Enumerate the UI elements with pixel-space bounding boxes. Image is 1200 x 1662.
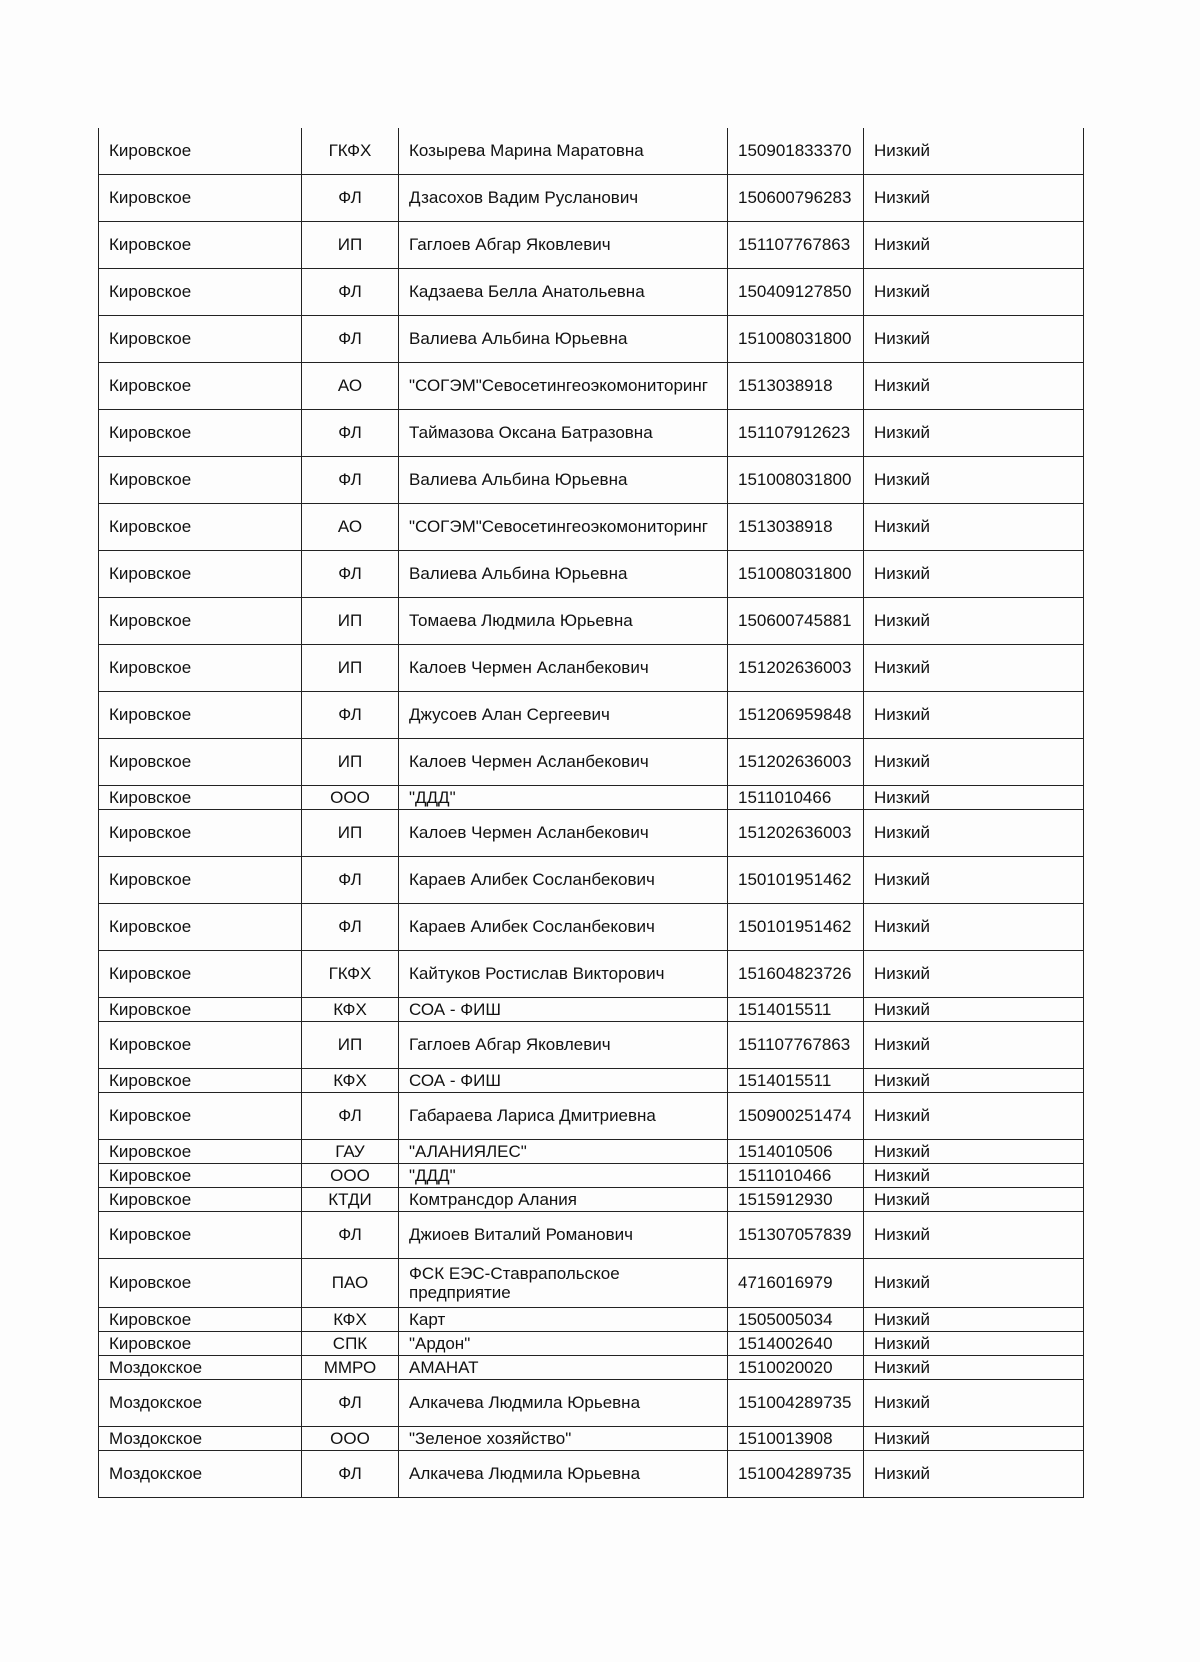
table-row bbox=[99, 951, 1084, 998]
entity-type-cell: ФЛ bbox=[302, 1451, 399, 1498]
district-cell: Кировское bbox=[99, 1259, 302, 1308]
district-cell: Кировское bbox=[99, 175, 302, 222]
entity-type-cell: ООО bbox=[302, 1164, 399, 1188]
risk-level-cell: Низкий bbox=[864, 1093, 1084, 1140]
entity-name-cell: Караев Алибек Сосланбекович bbox=[399, 904, 728, 951]
inn-cell: 1513038918 bbox=[728, 504, 864, 551]
district-cell: Кировское bbox=[99, 222, 302, 269]
entity-type-cell: ИП bbox=[302, 598, 399, 645]
table-row bbox=[99, 410, 1084, 457]
inn-cell: 151004289735 bbox=[728, 1380, 864, 1427]
entity-name-cell: Калоев Чермен Асланбекович bbox=[399, 810, 728, 857]
risk-level-cell: Низкий bbox=[864, 786, 1084, 810]
district-cell: Кировское bbox=[99, 904, 302, 951]
inn-cell: 4716016979 bbox=[728, 1259, 864, 1308]
table-row bbox=[99, 269, 1084, 316]
entity-type-cell: ГКФХ bbox=[302, 128, 399, 175]
risk-level-cell: Низкий bbox=[864, 269, 1084, 316]
entity-name-cell: СОА - ФИШ bbox=[399, 1069, 728, 1093]
inn-cell: 151202636003 bbox=[728, 810, 864, 857]
entity-type-cell: КТДИ bbox=[302, 1188, 399, 1212]
entity-type-cell: ФЛ bbox=[302, 1212, 399, 1259]
entity-name-cell: Карт bbox=[399, 1308, 728, 1332]
entity-type-cell: ФЛ bbox=[302, 316, 399, 363]
table-row bbox=[99, 1022, 1084, 1069]
entity-type-cell: ФЛ bbox=[302, 1093, 399, 1140]
district-cell: Кировское bbox=[99, 1212, 302, 1259]
district-cell: Кировское bbox=[99, 410, 302, 457]
entity-type-cell: ИП bbox=[302, 222, 399, 269]
risk-level-cell: Низкий bbox=[864, 1451, 1084, 1498]
district-cell: Кировское bbox=[99, 1164, 302, 1188]
table-row bbox=[99, 1380, 1084, 1427]
risk-level-cell: Низкий bbox=[864, 904, 1084, 951]
entity-type-cell: ГАУ bbox=[302, 1140, 399, 1164]
district-cell: Кировское bbox=[99, 128, 302, 175]
inn-cell: 1515912930 bbox=[728, 1188, 864, 1212]
risk-level-cell: Низкий bbox=[864, 316, 1084, 363]
risk-level-cell: Низкий bbox=[864, 1140, 1084, 1164]
entity-name-cell: Таймазова Оксана Батразовна bbox=[399, 410, 728, 457]
risk-level-cell: Низкий bbox=[864, 457, 1084, 504]
inn-cell: 151107912623 bbox=[728, 410, 864, 457]
risk-level-cell: Низкий bbox=[864, 1356, 1084, 1380]
risk-level-cell: Низкий bbox=[864, 410, 1084, 457]
district-cell: Кировское bbox=[99, 1332, 302, 1356]
table-row bbox=[99, 1164, 1084, 1188]
district-cell: Кировское bbox=[99, 551, 302, 598]
inn-cell: 150600745881 bbox=[728, 598, 864, 645]
inn-cell: 150600796283 bbox=[728, 175, 864, 222]
entity-name-cell: "СОГЭМ"Севосетингеоэкомониторинг bbox=[399, 363, 728, 410]
district-cell: Кировское bbox=[99, 786, 302, 810]
entity-type-cell: ФЛ bbox=[302, 1380, 399, 1427]
table-row bbox=[99, 904, 1084, 951]
entity-type-cell: ООО bbox=[302, 1427, 399, 1451]
inn-cell: 151202636003 bbox=[728, 739, 864, 786]
entity-name-cell: Алкачева Людмила Юрьевна bbox=[399, 1451, 728, 1498]
risk-level-cell: Низкий bbox=[864, 1332, 1084, 1356]
district-cell: Кировское bbox=[99, 1093, 302, 1140]
table-row bbox=[99, 1427, 1084, 1451]
table-row bbox=[99, 1188, 1084, 1212]
entity-name-cell: Козырева Марина Маратовна bbox=[399, 128, 728, 175]
district-cell: Моздокское bbox=[99, 1356, 302, 1380]
table-row bbox=[99, 128, 1084, 175]
table-row bbox=[99, 316, 1084, 363]
table-row bbox=[99, 810, 1084, 857]
table-row bbox=[99, 692, 1084, 739]
entity-name-cell: ФСК ЕЭС-Ставрапольское предприятие bbox=[399, 1259, 728, 1308]
risk-level-cell: Низкий bbox=[864, 551, 1084, 598]
district-cell: Кировское bbox=[99, 598, 302, 645]
table-row bbox=[99, 857, 1084, 904]
inn-cell: 151202636003 bbox=[728, 645, 864, 692]
entity-name-cell: Комтрансдор Алания bbox=[399, 1188, 728, 1212]
inn-cell: 150101951462 bbox=[728, 904, 864, 951]
entity-type-cell: КФХ bbox=[302, 1308, 399, 1332]
table-row bbox=[99, 645, 1084, 692]
table-row bbox=[99, 175, 1084, 222]
entity-name-cell: "ДДД" bbox=[399, 786, 728, 810]
entity-name-cell: АМАНАТ bbox=[399, 1356, 728, 1380]
district-cell: Кировское bbox=[99, 739, 302, 786]
inn-cell: 151008031800 bbox=[728, 316, 864, 363]
risk-level-cell: Низкий bbox=[864, 1188, 1084, 1212]
inn-cell: 1513038918 bbox=[728, 363, 864, 410]
district-cell: Кировское bbox=[99, 1022, 302, 1069]
risk-level-cell: Низкий bbox=[864, 1427, 1084, 1451]
district-cell: Кировское bbox=[99, 810, 302, 857]
table-row bbox=[99, 551, 1084, 598]
district-cell: Моздокское bbox=[99, 1451, 302, 1498]
entity-type-cell: ФЛ bbox=[302, 457, 399, 504]
entity-type-cell: АО bbox=[302, 363, 399, 410]
risk-level-cell: Низкий bbox=[864, 1212, 1084, 1259]
table-row bbox=[99, 1212, 1084, 1259]
entity-name-cell: Джусоев Алан Сергеевич bbox=[399, 692, 728, 739]
entity-name-cell: Гаглоев Абгар Яковлевич bbox=[399, 222, 728, 269]
district-cell: Кировское bbox=[99, 269, 302, 316]
district-cell: Кировское bbox=[99, 692, 302, 739]
table-row bbox=[99, 222, 1084, 269]
entity-type-cell: ФЛ bbox=[302, 857, 399, 904]
risk-level-cell: Низкий bbox=[864, 363, 1084, 410]
risk-level-cell: Низкий bbox=[864, 810, 1084, 857]
registry-table-body bbox=[99, 128, 1084, 1498]
entity-type-cell: АО bbox=[302, 504, 399, 551]
entity-type-cell: ФЛ bbox=[302, 410, 399, 457]
inn-cell: 150101951462 bbox=[728, 857, 864, 904]
district-cell: Кировское bbox=[99, 998, 302, 1022]
entity-type-cell: КФХ bbox=[302, 998, 399, 1022]
inn-cell: 151604823726 bbox=[728, 951, 864, 998]
inn-cell: 1511010466 bbox=[728, 786, 864, 810]
entity-type-cell: ООО bbox=[302, 786, 399, 810]
table-row bbox=[99, 1308, 1084, 1332]
inn-cell: 1511010466 bbox=[728, 1164, 864, 1188]
district-cell: Кировское bbox=[99, 1188, 302, 1212]
district-cell: Кировское bbox=[99, 1140, 302, 1164]
entity-type-cell: ИП bbox=[302, 739, 399, 786]
risk-level-cell: Низкий bbox=[864, 1069, 1084, 1093]
inn-cell: 150901833370 bbox=[728, 128, 864, 175]
table-row bbox=[99, 1259, 1084, 1308]
entity-name-cell: Кадзаева Белла Анатольевна bbox=[399, 269, 728, 316]
entity-name-cell: Томаева Людмила Юрьевна bbox=[399, 598, 728, 645]
inn-cell: 1514015511 bbox=[728, 998, 864, 1022]
table-row bbox=[99, 998, 1084, 1022]
entity-type-cell: ФЛ bbox=[302, 551, 399, 598]
entity-name-cell: Валиева Альбина Юрьевна bbox=[399, 457, 728, 504]
entity-name-cell: "ДДД" bbox=[399, 1164, 728, 1188]
table-row bbox=[99, 363, 1084, 410]
entity-name-cell: Калоев Чермен Асланбекович bbox=[399, 739, 728, 786]
risk-level-cell: Низкий bbox=[864, 857, 1084, 904]
inn-cell: 151307057839 bbox=[728, 1212, 864, 1259]
table-row bbox=[99, 598, 1084, 645]
inn-cell: 150409127850 bbox=[728, 269, 864, 316]
entity-type-cell: КФХ bbox=[302, 1069, 399, 1093]
risk-level-cell: Низкий bbox=[864, 598, 1084, 645]
entity-name-cell: Калоев Чермен Асланбекович bbox=[399, 645, 728, 692]
entity-type-cell: ИП bbox=[302, 810, 399, 857]
entity-type-cell: ИП bbox=[302, 645, 399, 692]
risk-level-cell: Низкий bbox=[864, 128, 1084, 175]
inn-cell: 151008031800 bbox=[728, 551, 864, 598]
table-row bbox=[99, 786, 1084, 810]
entity-name-cell: Гаглоев Абгар Яковлевич bbox=[399, 1022, 728, 1069]
entity-name-cell: "АЛАНИЯЛЕС" bbox=[399, 1140, 728, 1164]
entity-name-cell: Кайтуков Ростислав Викторович bbox=[399, 951, 728, 998]
entity-name-cell: "Зеленое хозяйство" bbox=[399, 1427, 728, 1451]
district-cell: Кировское bbox=[99, 363, 302, 410]
entity-name-cell: "СОГЭМ"Севосетингеоэкомониторинг bbox=[399, 504, 728, 551]
district-cell: Кировское bbox=[99, 1069, 302, 1093]
inn-cell: 150900251474 bbox=[728, 1093, 864, 1140]
entity-name-cell: Габараева Лариса Дмитриевна bbox=[399, 1093, 728, 1140]
table-row bbox=[99, 1451, 1084, 1498]
entity-name-cell: Валиева Альбина Юрьевна bbox=[399, 551, 728, 598]
entity-type-cell: ФЛ bbox=[302, 269, 399, 316]
risk-level-cell: Низкий bbox=[864, 739, 1084, 786]
registry-table bbox=[98, 128, 1084, 1498]
risk-level-cell: Низкий bbox=[864, 1259, 1084, 1308]
district-cell: Кировское bbox=[99, 857, 302, 904]
risk-level-cell: Низкий bbox=[864, 1308, 1084, 1332]
entity-name-cell: Валиева Альбина Юрьевна bbox=[399, 316, 728, 363]
risk-level-cell: Низкий bbox=[864, 504, 1084, 551]
table-row bbox=[99, 1332, 1084, 1356]
table-row bbox=[99, 1140, 1084, 1164]
inn-cell: 1514002640 bbox=[728, 1332, 864, 1356]
entity-name-cell: СОА - ФИШ bbox=[399, 998, 728, 1022]
inn-cell: 151107767863 bbox=[728, 1022, 864, 1069]
table-row bbox=[99, 1093, 1084, 1140]
district-cell: Кировское bbox=[99, 1308, 302, 1332]
table-row bbox=[99, 739, 1084, 786]
entity-name-cell: "Ардон" bbox=[399, 1332, 728, 1356]
entity-name-cell: Алкачева Людмила Юрьевна bbox=[399, 1380, 728, 1427]
inn-cell: 151008031800 bbox=[728, 457, 864, 504]
risk-level-cell: Низкий bbox=[864, 645, 1084, 692]
district-cell: Кировское bbox=[99, 504, 302, 551]
entity-type-cell: ММРО bbox=[302, 1356, 399, 1380]
table-row bbox=[99, 504, 1084, 551]
entity-name-cell: Дзасохов Вадим Русланович bbox=[399, 175, 728, 222]
table-row bbox=[99, 457, 1084, 504]
entity-name-cell: Караев Алибек Сосланбекович bbox=[399, 857, 728, 904]
district-cell: Кировское bbox=[99, 457, 302, 504]
inn-cell: 1514010506 bbox=[728, 1140, 864, 1164]
inn-cell: 1505005034 bbox=[728, 1308, 864, 1332]
entity-name-cell: Джиоев Виталий Романович bbox=[399, 1212, 728, 1259]
district-cell: Кировское bbox=[99, 645, 302, 692]
district-cell: Моздокское bbox=[99, 1380, 302, 1427]
inn-cell: 1514015511 bbox=[728, 1069, 864, 1093]
table-row bbox=[99, 1069, 1084, 1093]
inn-cell: 151206959848 bbox=[728, 692, 864, 739]
entity-type-cell: ФЛ bbox=[302, 175, 399, 222]
district-cell: Моздокское bbox=[99, 1427, 302, 1451]
entity-type-cell: ГКФХ bbox=[302, 951, 399, 998]
inn-cell: 151107767863 bbox=[728, 222, 864, 269]
risk-level-cell: Низкий bbox=[864, 951, 1084, 998]
risk-level-cell: Низкий bbox=[864, 1164, 1084, 1188]
risk-level-cell: Низкий bbox=[864, 998, 1084, 1022]
district-cell: Кировское bbox=[99, 316, 302, 363]
entity-type-cell: СПК bbox=[302, 1332, 399, 1356]
risk-level-cell: Низкий bbox=[864, 1380, 1084, 1427]
entity-type-cell: ИП bbox=[302, 1022, 399, 1069]
entity-type-cell: ФЛ bbox=[302, 904, 399, 951]
inn-cell: 1510013908 bbox=[728, 1427, 864, 1451]
entity-type-cell: ПАО bbox=[302, 1259, 399, 1308]
district-cell: Кировское bbox=[99, 951, 302, 998]
risk-level-cell: Низкий bbox=[864, 692, 1084, 739]
risk-level-cell: Низкий bbox=[864, 222, 1084, 269]
risk-level-cell: Низкий bbox=[864, 175, 1084, 222]
risk-level-cell: Низкий bbox=[864, 1022, 1084, 1069]
inn-cell: 1510020020 bbox=[728, 1356, 864, 1380]
table-row bbox=[99, 1356, 1084, 1380]
inn-cell: 151004289735 bbox=[728, 1451, 864, 1498]
entity-type-cell: ФЛ bbox=[302, 692, 399, 739]
